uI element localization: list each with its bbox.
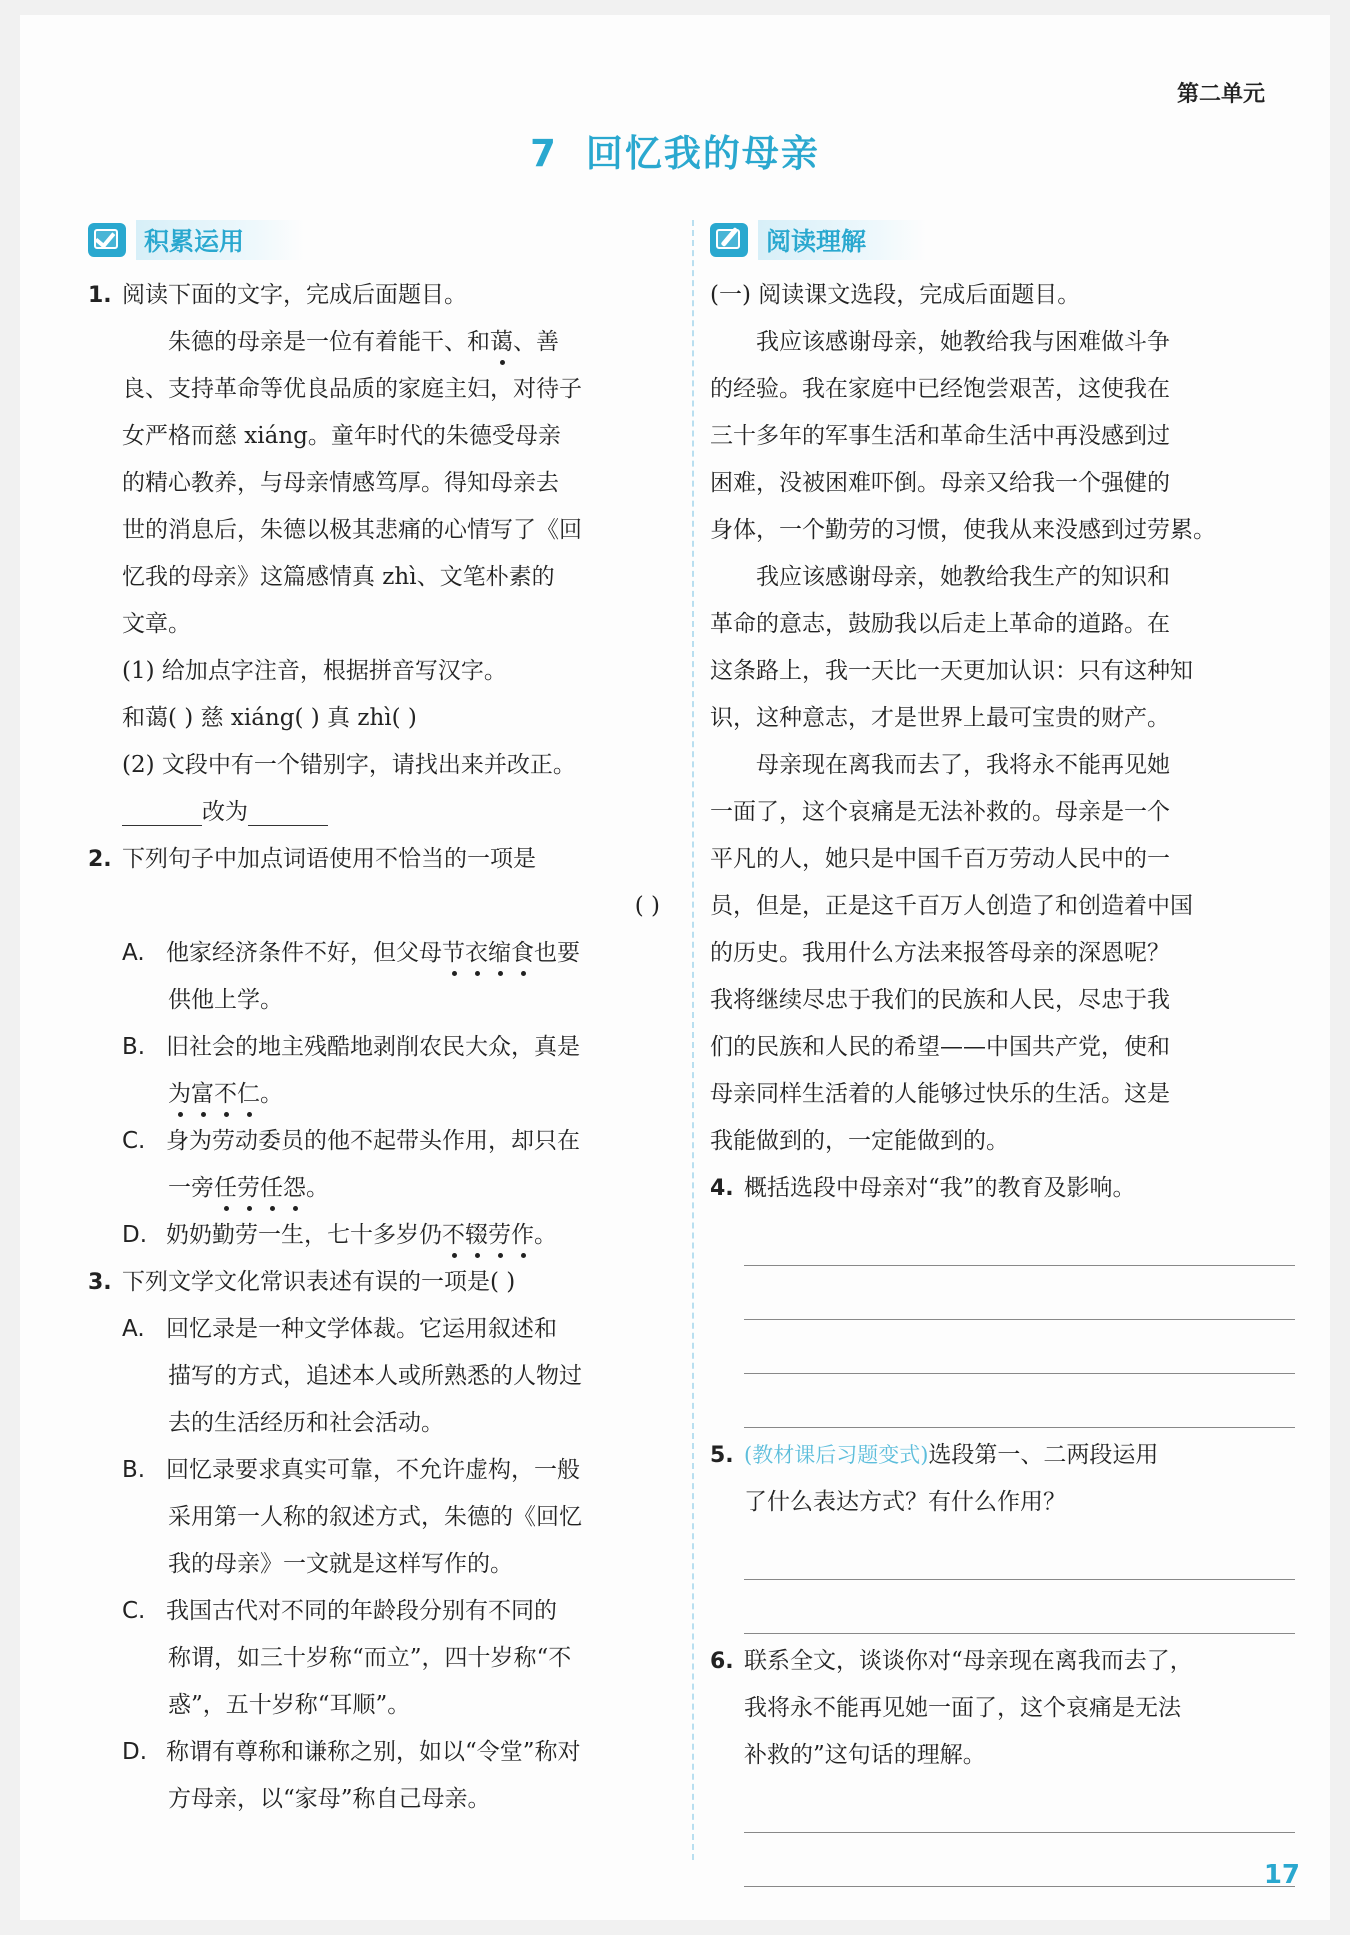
option-label: D. [122, 1222, 148, 1248]
dotted-char: 辍 [465, 1212, 488, 1259]
passage-line: 们的民族和人民的希望——中国共产党，使和 [710, 1034, 1170, 1060]
option-label: C. [122, 1128, 146, 1154]
dotted-char: 劳 [488, 1212, 511, 1259]
option-label: C. [122, 1598, 146, 1624]
option-b[interactable] [88, 1447, 668, 1494]
checkmark-icon [88, 223, 126, 257]
dotted-char: 蔼 [490, 319, 513, 366]
dotted-char: 作 [511, 1212, 534, 1259]
section-title: 积累运用 [136, 220, 304, 260]
answer-line[interactable] [744, 1833, 1295, 1887]
answer-line[interactable] [744, 1779, 1295, 1833]
option-text: 回忆录要求真实可靠，不允许虚构，一般 [166, 1457, 580, 1483]
option-label: B. [122, 1034, 146, 1060]
question-prompt-cont: 了什么表达方式？有什么作用？ [744, 1489, 1066, 1515]
option-line: 采用第一人称的叙述方式，朱德的《回忆 [168, 1504, 582, 1530]
option-line: 称谓，如三十岁称“而立”，四十岁称“不 [168, 1645, 572, 1671]
dotted-char: 富 [191, 1071, 214, 1118]
option-text: 他家经济条件不好，但父母 [166, 940, 442, 966]
option-label: A. [122, 940, 145, 966]
lesson-title-text: 回忆我的母亲 [585, 132, 820, 175]
page-number: 17 [1263, 1860, 1300, 1890]
option-line: 惑”，五十岁称“耳顺”。 [168, 1692, 411, 1718]
question-prompt: 选段第一、二两段运用 [928, 1442, 1159, 1468]
passage-line: 良、支持革命等优良品质的家庭主妇，对待子 [122, 376, 582, 402]
question-prompt: 概括选段中母亲对“我”的教育及影响。 [744, 1175, 1136, 1201]
passage-line: 我将继续尽忠于我们的民族和人民，尽忠于我 [710, 987, 1170, 1013]
option-c[interactable] [88, 1118, 668, 1165]
dotted-char: 不 [214, 1071, 237, 1118]
question-number: 6. [710, 1649, 734, 1674]
lesson-title [20, 123, 1330, 177]
textbook-variant-tag: (教材课后习题变式) [744, 1443, 929, 1467]
answer-line[interactable] [744, 1212, 1295, 1266]
question-number: 3. [88, 1270, 112, 1295]
passage-line: 忆我的母亲》这篇感情真 zhì、文笔朴素的 [122, 564, 555, 590]
question-number: 1. [88, 283, 112, 308]
question-1 [88, 272, 668, 319]
answer-line[interactable] [744, 1526, 1295, 1580]
option-text: 我国古代对不同的年龄段分别有不同的 [166, 1598, 557, 1624]
option-line: 为富不仁。 [88, 1071, 668, 1118]
right-column [710, 220, 1295, 1887]
dotted-char: 怨 [283, 1165, 306, 1212]
question-6 [710, 1638, 1295, 1685]
section-title: 阅读理解 [758, 220, 926, 260]
reading-intro: (一) 阅读课文选段，完成后面题目。 [710, 282, 1081, 308]
left-column [88, 220, 668, 1823]
answer-blank[interactable] [248, 801, 328, 826]
option-line: 去的生活经历和社会活动。 [168, 1410, 444, 1436]
answer-line[interactable] [744, 1266, 1295, 1320]
passage-line: 文章。 [122, 611, 191, 637]
passage-line: 员，但是，正是这千百万人创造了和创造着中国 [710, 893, 1193, 919]
option-label: B. [122, 1457, 146, 1483]
option-text: 回忆录是一种文学体裁。它运用叙述和 [166, 1316, 557, 1342]
option-text: 称谓有尊称和谦称之别，如以“令堂”称对 [166, 1739, 581, 1765]
question-number: 5. [710, 1443, 734, 1468]
passage-line: 平凡的人，她只是中国千百万劳动人民中的一 [710, 846, 1170, 872]
option-text: 身为劳动委员的他不起带头作用，却只在 [166, 1128, 580, 1154]
question-4 [710, 1165, 1295, 1212]
lesson-number: 7 [530, 132, 558, 175]
dotted-char: 为 [168, 1071, 191, 1118]
passage-line: 母亲现在离我而去了，我将永不能再见她 [756, 752, 1170, 778]
workbook-page [20, 15, 1330, 1920]
answer-line[interactable] [744, 1320, 1295, 1374]
passage-line: 身体，一个勤劳的习惯，使我从来没感到过劳累。 [710, 517, 1216, 543]
dotted-char: 任 [260, 1165, 283, 1212]
option-label: D. [122, 1739, 148, 1765]
option-line: 我的母亲》一文就是这样写作的。 [168, 1551, 513, 1577]
dotted-char: 任 [214, 1165, 237, 1212]
sub-question-1: (1) 给加点字注音，根据拼音写汉字。 [122, 658, 507, 684]
sub-question-2: (2) 文段中有一个错别字，请找出来并改正。 [122, 752, 576, 778]
option-d[interactable]: D. 奶奶勤劳一生，七十多岁仍不辍劳作。 [88, 1212, 668, 1259]
option-a[interactable] [88, 930, 668, 977]
reading-passage [710, 319, 1295, 1165]
passage-line: 识，这种意志，才是世界上最可宝贵的财产。 [710, 705, 1170, 731]
passage-line: 三十多年的军事生活和革命生活中再没感到过 [710, 423, 1170, 449]
unit-label: 第二单元 [1176, 82, 1265, 107]
option-label: A. [122, 1316, 145, 1342]
passage-line [88, 319, 668, 366]
passage-line: 我能做到的，一定能做到的。 [710, 1128, 1009, 1154]
pencil-icon [710, 223, 748, 257]
option-c[interactable] [88, 1588, 668, 1635]
passage-text-1b: 、善 [513, 329, 559, 355]
passage-line: 我应该感谢母亲，她教给我与困难做斗争 [756, 329, 1170, 355]
question-number: 4. [710, 1176, 734, 1201]
option-text: 奶奶勤劳一生，七十多岁仍 [166, 1222, 442, 1248]
passage-line: 世的消息后，朱德以极其悲痛的心情写了《回 [122, 517, 582, 543]
change-to-label: 改为 [202, 799, 248, 825]
question-prompt-cont: 补救的”这句话的理解。 [744, 1742, 986, 1768]
passage-line: 革命的意志，鼓励我以后走上革命的道路。在 [710, 611, 1170, 637]
option-line: 供他上学。 [168, 987, 283, 1013]
sub-question-1-items[interactable]: 和蔼( ) 慈 xiáng( ) 真 zhì( ) [122, 705, 417, 731]
passage-line: 的经验。我在家庭中已经饱尝艰苦，这使我在 [710, 376, 1170, 402]
dotted-char: 劳 [237, 1165, 260, 1212]
dotted-char: 缩 [488, 930, 511, 977]
dotted-char: 衣 [465, 930, 488, 977]
question-2 [88, 836, 668, 883]
option-line: 一旁任劳任怨。 [88, 1165, 668, 1212]
passage-line: 一面了，这个哀痛是无法补救的。母亲是一个 [710, 799, 1170, 825]
question-prompt: 联系全文，谈谈你对“母亲现在离我而去了， [744, 1648, 1193, 1674]
passage-line: 的历史。我用什么方法来报答母亲的深恩呢？ [710, 940, 1170, 966]
passage-line: 这条路上，我一天比一天更加认识：只有这种知 [710, 658, 1193, 684]
answer-blank[interactable] [122, 801, 202, 826]
passage-line: 我应该感谢母亲，她教给我生产的知识和 [756, 564, 1170, 590]
correction-fill [88, 789, 668, 836]
answer-paren[interactable]: ( ) [634, 893, 660, 919]
answer-line[interactable] [744, 1580, 1295, 1634]
option-b[interactable] [88, 1024, 668, 1071]
dotted-char: 不 [442, 1212, 465, 1259]
option-text: 也要 [534, 940, 580, 966]
question-3 [88, 1259, 668, 1306]
dotted-char: 节 [442, 930, 465, 977]
question-prompt: 下列句子中加点词语使用不恰当的一项是 [122, 846, 536, 872]
section-header-accumulate [88, 220, 668, 260]
option-text: 旧社会的地主残酷地剥削农民大众，真是 [166, 1034, 580, 1060]
question-prompt-cont: 我将永不能再见她一面了，这个哀痛是无法 [744, 1695, 1181, 1721]
section-header-reading [710, 220, 1295, 260]
question-5 [710, 1432, 1295, 1479]
question-prompt: 阅读下面的文字，完成后面题目。 [122, 282, 467, 308]
option-line: 方母亲，以“家母”称自己母亲。 [168, 1786, 491, 1812]
column-divider [692, 220, 694, 1860]
option-a[interactable] [88, 1306, 668, 1353]
dotted-char: 仁 [237, 1071, 260, 1118]
passage-text-1a: 朱德的母亲是一位有着能干、和 [168, 329, 490, 355]
passage-line: 母亲同样生活着的人能够过快乐的生活。这是 [710, 1081, 1170, 1107]
passage-line: 女严格而慈 xiáng。童年时代的朱德受母亲 [122, 423, 561, 449]
dotted-char: 食 [511, 930, 534, 977]
passage-line: 困难，没被困难吓倒。母亲又给我一个强健的 [710, 470, 1170, 496]
option-d[interactable] [88, 1729, 668, 1776]
option-line: 描写的方式，追述本人或所熟悉的人物过 [168, 1363, 582, 1389]
answer-line[interactable] [744, 1374, 1295, 1428]
passage-line: 的精心教养，与母亲情感笃厚。得知母亲去 [122, 470, 559, 496]
question-prompt: 下列文学文化常识表述有误的一项是( ) [122, 1269, 516, 1295]
question-number: 2. [88, 847, 112, 872]
